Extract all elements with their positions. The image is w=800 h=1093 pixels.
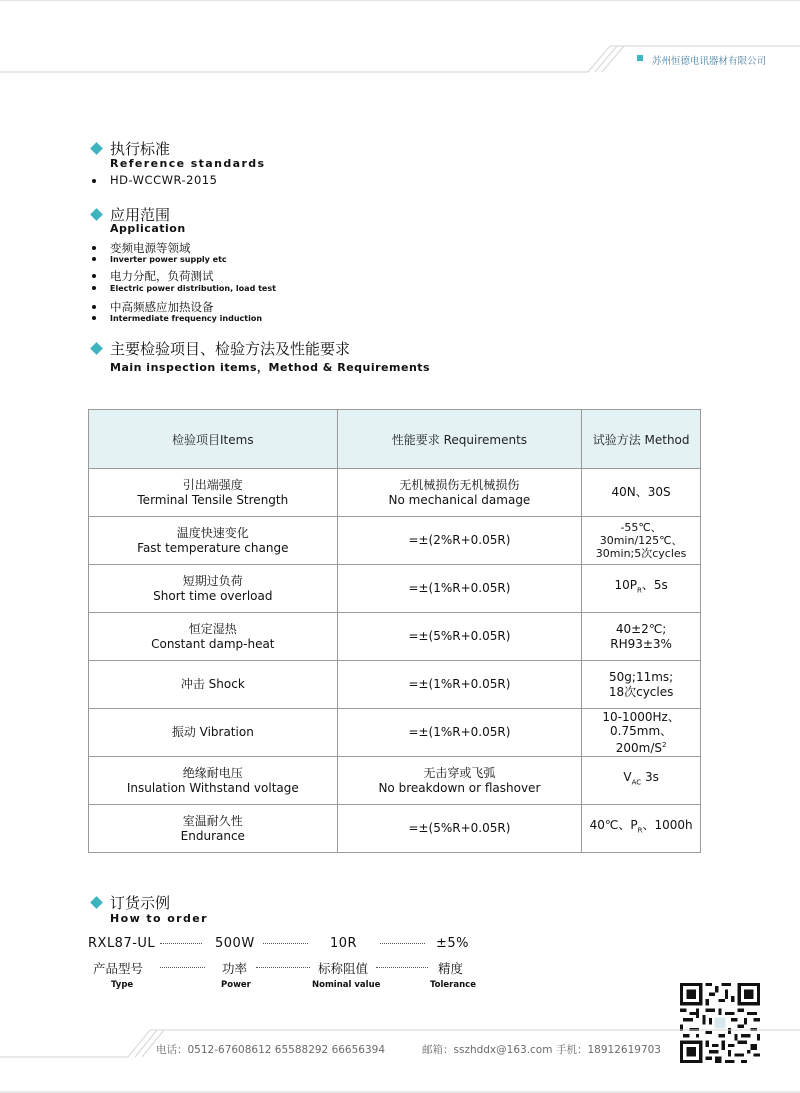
- order-label-tolerance: 精度: [438, 961, 464, 976]
- leader-line: [263, 943, 308, 944]
- header-square-icon: [637, 55, 643, 61]
- order-label-type: 产品型号: [93, 961, 144, 976]
- method-line: 30min;5次cycles: [595, 547, 687, 560]
- standards-title-en: Reference standards: [110, 157, 266, 170]
- requirement-en: No breakdown or flashover: [378, 780, 541, 795]
- method-text: V: [623, 770, 632, 785]
- order-label-resistance: 标称阻值: [318, 961, 369, 976]
- order-label-type-en: Type: [111, 980, 134, 990]
- application-item-cn: 变频电源等领域: [110, 241, 191, 255]
- item-en: Short time overload: [153, 588, 273, 603]
- method-text: 10P: [614, 578, 637, 593]
- section-diamond-icon: [90, 142, 103, 155]
- item-cn: 温度快速变化: [176, 525, 249, 540]
- method-cell: [582, 613, 701, 661]
- item-cn: 引出端强度: [182, 477, 243, 492]
- table-row: [89, 709, 701, 757]
- item-en: Constant damp-heat: [151, 636, 275, 651]
- item-cn: 恒定湿热: [188, 621, 237, 636]
- method-text: 、5s: [641, 578, 668, 593]
- table-row: [89, 805, 701, 853]
- leader-line: [160, 943, 202, 944]
- method-cell: [582, 805, 701, 853]
- order-title-cn: 订货示例: [110, 894, 171, 912]
- inspection-table: [88, 409, 701, 853]
- bullet-icon: [92, 274, 96, 278]
- bullet-icon: [92, 286, 96, 290]
- method-line: 50g;11ms;: [609, 669, 674, 684]
- leader-line: [380, 943, 425, 944]
- item-cn: 冲击 Shock: [180, 677, 245, 691]
- requirement-cell: [337, 757, 582, 805]
- method-line: 18次cycles: [608, 684, 674, 699]
- leader-line: [256, 967, 310, 968]
- column-header-items: 检验项目Items: [89, 410, 338, 469]
- table-row: [89, 613, 701, 661]
- order-label-power-en: Power: [221, 980, 251, 990]
- order-label-tolerance-en: Tolerance: [430, 980, 476, 990]
- order-value-power: 500W: [215, 936, 255, 951]
- method-superscript: 2: [662, 741, 667, 749]
- method-line: 30min/125℃、: [599, 534, 683, 547]
- table-row: [89, 517, 701, 565]
- item-cell: [89, 469, 338, 517]
- requirement-cell: [337, 469, 582, 517]
- requirement-cell: [337, 517, 582, 565]
- item-cell: [89, 757, 338, 805]
- item-cell: [89, 805, 338, 853]
- method-subscript: R: [636, 586, 642, 595]
- item-cn: 短期过负荷: [182, 573, 243, 588]
- item-cn: 振动 Vibration: [171, 725, 254, 739]
- leader-line: [376, 967, 428, 968]
- order-value-type: RXL87-UL: [88, 936, 156, 951]
- requirement-cell: [337, 565, 582, 613]
- application-item-en: Electric power distribution, load test: [110, 284, 276, 293]
- item-en: Endurance: [180, 828, 245, 843]
- bullet-icon: [92, 316, 96, 320]
- table-header-row: [89, 410, 701, 469]
- item-en: Terminal Tensile Strength: [137, 492, 289, 507]
- requirement-cn: 无机械损伤无机械损伤: [399, 477, 520, 492]
- method-subscript: AC: [631, 778, 642, 787]
- application-item-en: Inverter power supply etc: [110, 255, 227, 264]
- bullet-icon: [92, 179, 96, 183]
- footer-phone: 电话：0512-67608612 65588292 66656394: [156, 1044, 386, 1056]
- table-row: [89, 757, 701, 805]
- table-row: [89, 469, 701, 517]
- method-text: 40℃、P: [589, 818, 638, 833]
- footer-mobile: 手机：18912619703: [556, 1044, 661, 1056]
- method-line: -55℃、: [620, 521, 662, 534]
- method-cell: [582, 661, 701, 709]
- method-cell: [582, 757, 701, 805]
- application-item-en: Intermediate frequency induction: [110, 314, 263, 323]
- requirement-cell: [337, 805, 582, 853]
- requirement-cell: [337, 661, 582, 709]
- item-en: Fast temperature change: [137, 540, 289, 555]
- table-row: [89, 661, 701, 709]
- inspection-title-cn: 主要检验项目、检验方法及性能要求: [110, 340, 351, 358]
- method-cell: [582, 565, 701, 613]
- footer-decoration: [0, 1020, 800, 1093]
- method-line: 40±2℃;: [615, 621, 667, 636]
- requirement-text: =±(5%R+0.05R): [408, 821, 511, 835]
- standard-item: HD-WCCWR-2015: [110, 173, 218, 187]
- requirement-text: =±(1%R+0.05R): [408, 581, 511, 595]
- order-label-resistance-en: Nominal value: [312, 980, 381, 990]
- bullet-icon: [92, 246, 96, 250]
- application-item-cn: 电力分配，负荷测试: [110, 269, 214, 283]
- item-cell: [89, 517, 338, 565]
- method-text: 3s: [641, 770, 659, 785]
- column-header-method: 试验方法 Method: [582, 410, 701, 469]
- item-cell: [89, 661, 338, 709]
- method-line: 10-1000Hz、: [602, 710, 680, 724]
- method-line: 200m/S: [615, 741, 662, 755]
- company-name: 苏州恒德电讯器材有限公司: [652, 56, 767, 67]
- bullet-icon: [92, 305, 96, 309]
- order-title-en: How to order: [110, 912, 208, 925]
- method-cell: [582, 517, 701, 565]
- application-title-en: Application: [110, 222, 186, 235]
- section-diamond-icon: [90, 342, 103, 355]
- requirement-en: No mechanical damage: [388, 492, 531, 507]
- item-cell: [89, 709, 338, 757]
- bullet-icon: [92, 257, 96, 261]
- method-cell: [582, 469, 701, 517]
- column-header-requirements: 性能要求 Requirements: [337, 410, 582, 469]
- requirement-text: =±(5%R+0.05R): [408, 629, 511, 643]
- section-diamond-icon: [90, 208, 103, 221]
- method-text: 、1000h: [642, 818, 693, 833]
- requirement-cell: [337, 709, 582, 757]
- requirement-text: =±(1%R+0.05R): [408, 725, 511, 739]
- requirement-text: =±(2%R+0.05R): [408, 533, 511, 547]
- method-cell: [582, 709, 701, 757]
- leader-line: [160, 967, 205, 968]
- requirement-cn: 无击穿或飞弧: [423, 765, 496, 780]
- order-value-resistance: 10R: [330, 936, 358, 951]
- item-cell: [89, 565, 338, 613]
- section-diamond-icon: [90, 896, 103, 909]
- order-label-power: 功率: [222, 961, 248, 976]
- item-cell: [89, 613, 338, 661]
- item-cn: 绝缘耐电压: [182, 765, 243, 780]
- method-text: 40N、30S: [611, 485, 671, 499]
- order-value-tolerance: ±5%: [436, 936, 470, 951]
- application-item-cn: 中高频感应加热设备: [110, 300, 214, 314]
- requirement-text: =±(1%R+0.05R): [408, 677, 511, 691]
- standards-title-cn: 执行标准: [110, 140, 171, 158]
- method-line: 0.75mm、: [610, 724, 673, 738]
- inspection-title-en: Main inspection items，Method & Requirements: [110, 361, 431, 374]
- footer-email: 邮箱：sszhddx@163.com: [422, 1044, 553, 1056]
- method-line: RH93±3%: [610, 636, 672, 651]
- method-subscript: R: [637, 826, 643, 835]
- item-cn: 室温耐久性: [182, 813, 243, 828]
- item-en: Insulation Withstand voltage: [126, 780, 299, 795]
- application-title-cn: 应用范围: [110, 206, 171, 224]
- requirement-cell: [337, 613, 582, 661]
- table-row: [89, 565, 701, 613]
